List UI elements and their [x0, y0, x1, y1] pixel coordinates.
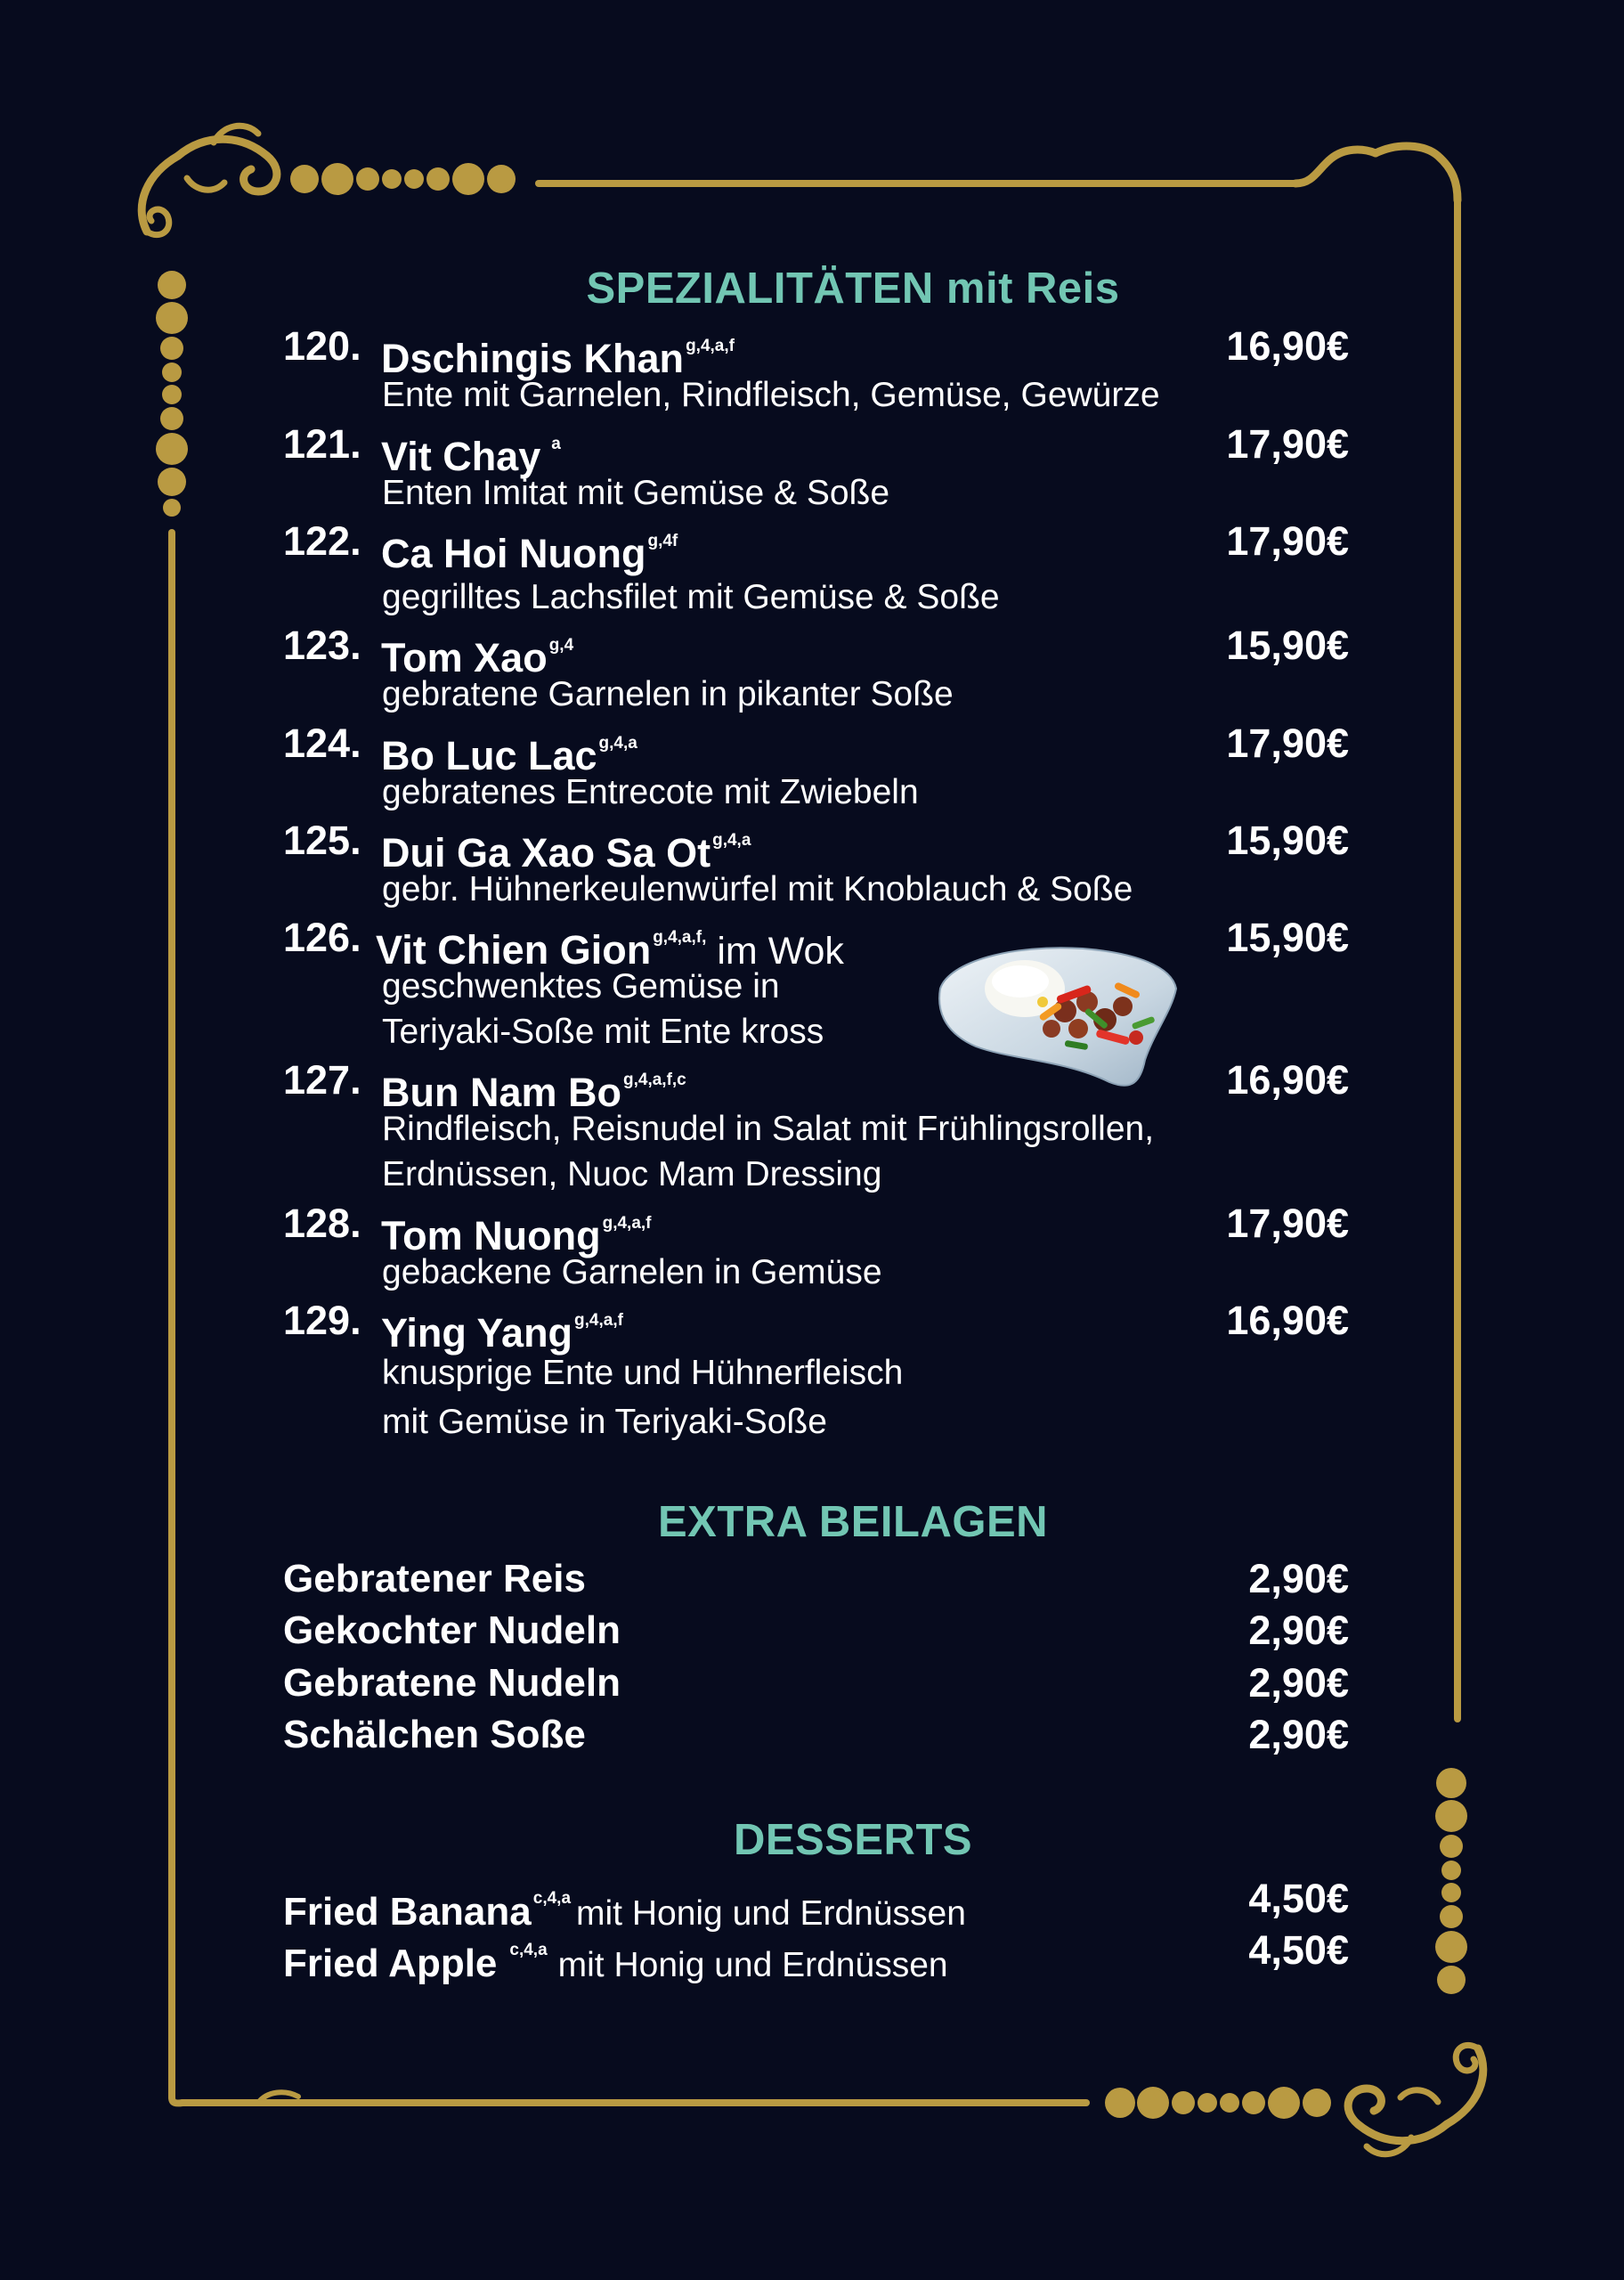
dessert-item [283, 1925, 1349, 1985]
item-description: knusprige Ente und Hühnerfleisch [382, 1354, 904, 1392]
item-description: Teriyaki-Soße mit Ente kross [382, 1013, 824, 1051]
menu-item [283, 419, 1349, 516]
allergen-codes: a [551, 435, 561, 453]
item-name: Dschingis Khan $^{g,4,a,f}$ [381, 336, 735, 381]
item-name-suffix: im Wok [717, 930, 844, 973]
menu-item [283, 1054, 1349, 1197]
item-description: Rindfleisch, Reisnudel in Salat mit Frühlingsrollen, [382, 1110, 1155, 1148]
item-name: Dui Ga Xao Sa Ot $^{g,4,a}$ [381, 830, 751, 875]
dish-photo [931, 926, 1181, 1091]
item-description: gebratene Garnelen in pikanter Soße [382, 675, 954, 713]
item-description: gegrilltes Lachsfilet mit Gemüse & Soße [382, 578, 1000, 616]
allergen-codes: c,4,a [509, 1941, 548, 1959]
section-title-sides: EXTRA BEILAGEN [657, 1498, 1049, 1546]
item-name: Bo Luc Lac $^{g,4,a}$ [381, 733, 637, 778]
item-number: 126. [283, 915, 361, 960]
dessert-item-price: 4,50€ [1248, 1927, 1349, 1973]
dessert-item [283, 1873, 1349, 1934]
item-price: 16,90€ [1226, 323, 1349, 369]
dessert-item-description: mit Honig und Erdnüssen [576, 1894, 966, 1933]
item-description: Ente mit Garnelen, Rindfleisch, Gemüse, Gewürze [382, 376, 1160, 414]
item-description: gebr. Hühnerkeulenwürfel mit Knoblauch & Soße [382, 870, 1133, 908]
side-item-price: 2,90€ [1248, 1556, 1349, 1601]
side-item [283, 1605, 1349, 1657]
item-price: 17,90€ [1226, 1201, 1349, 1246]
menu-item [283, 1295, 1349, 1445]
item-name: Ca Hoi Nuong $^{g,4f}$ [381, 531, 678, 576]
item-number: 124. [283, 721, 361, 766]
item-price: 15,90€ [1226, 818, 1349, 863]
side-item [283, 1553, 1349, 1605]
side-item-name: Schälchen Soße [283, 1713, 586, 1756]
item-number: 121. [283, 421, 361, 467]
menu-item [283, 912, 1349, 1054]
item-description: geschwenktes Gemüse in [382, 967, 780, 1006]
allergen-codes: g,4,a,f,c [623, 1071, 686, 1089]
item-description: gebratenes Entrecote mit Zwiebeln [382, 773, 919, 811]
item-number: 120. [283, 323, 361, 369]
dessert-item-name: Fried Banana $^{c,4,a}$ mit Honig und Erdnüssen [283, 1889, 966, 1934]
item-description: gebackene Garnelen in Gemüse [382, 1253, 882, 1291]
allergen-codes: g,4,a,f [602, 1214, 652, 1233]
menu-item [283, 1198, 1349, 1295]
allergen-codes: g,4,a,f [574, 1311, 623, 1330]
item-description: Enten Imitat mit Gemüse & Soße [382, 474, 890, 512]
menu-item [283, 815, 1349, 912]
item-number: 122. [283, 518, 361, 564]
side-item-price: 2,90€ [1248, 1660, 1349, 1706]
side-item-price: 2,90€ [1248, 1712, 1349, 1757]
menu-item [283, 516, 1349, 620]
item-price: 17,90€ [1226, 721, 1349, 766]
allergen-codes: g,4,a [712, 831, 751, 850]
item-name: Bun Nam Bo $^{g,4,a,f,c}$ [381, 1070, 686, 1115]
allergen-codes: g,4,a,f, [653, 928, 707, 947]
dessert-item-description: mit Honig und Erdnüssen [557, 1946, 948, 1984]
side-item-name: Gebratener Reis [283, 1557, 586, 1600]
allergen-codes: g,4,a [598, 734, 637, 753]
menu-item [283, 321, 1349, 418]
item-name: Tom Xao $^{g,4}$ [381, 635, 574, 680]
section-title-specials: SPEZIALITÄTEN mit Reis [586, 265, 1120, 313]
item-number: 125. [283, 818, 361, 863]
item-name: Ying Yang $^{g,4,a,f}$ [381, 1310, 623, 1356]
allergen-codes: g,4,a,f [686, 337, 735, 355]
item-name: Vit Chay $^a$ [381, 434, 561, 479]
item-price: 17,90€ [1226, 421, 1349, 467]
item-description: Erdnüssen, Nuoc Mam Dressing [382, 1155, 882, 1193]
item-number: 129. [283, 1298, 361, 1343]
item-price: 15,90€ [1226, 915, 1349, 960]
menu-item [283, 718, 1349, 815]
item-price: 17,90€ [1226, 518, 1349, 564]
side-item [283, 1709, 1349, 1761]
allergen-codes: g,4 [548, 636, 574, 655]
section-title-desserts: DESSERTS [733, 1816, 973, 1864]
item-number: 123. [283, 623, 361, 668]
side-item-name: Gebratene Nudeln [283, 1661, 621, 1705]
item-description: mit Gemüse in Teriyaki-Soße [382, 1403, 827, 1441]
menu-item [283, 620, 1349, 717]
item-name: Tom Nuong $^{g,4,a,f}$ [381, 1213, 652, 1258]
allergen-codes: c,4,a [532, 1889, 572, 1908]
item-name: Vit Chien Gion $^{g,4,a,f,}$ im Wok [376, 927, 844, 973]
side-item-name: Gekochter Nudeln [283, 1608, 621, 1652]
side-item-price: 2,90€ [1248, 1608, 1349, 1653]
side-item [283, 1657, 1349, 1709]
dessert-item-name: Fried Apple $^{c,4,a}$ mit Honig und Erdnüssen [283, 1941, 948, 1985]
item-price: 16,90€ [1226, 1057, 1349, 1103]
item-number: 128. [283, 1201, 361, 1246]
dessert-item-price: 4,50€ [1248, 1876, 1349, 1921]
allergen-codes: g,4f [647, 532, 678, 550]
item-price: 15,90€ [1226, 623, 1349, 668]
item-price: 16,90€ [1226, 1298, 1349, 1343]
item-number: 127. [283, 1057, 361, 1103]
